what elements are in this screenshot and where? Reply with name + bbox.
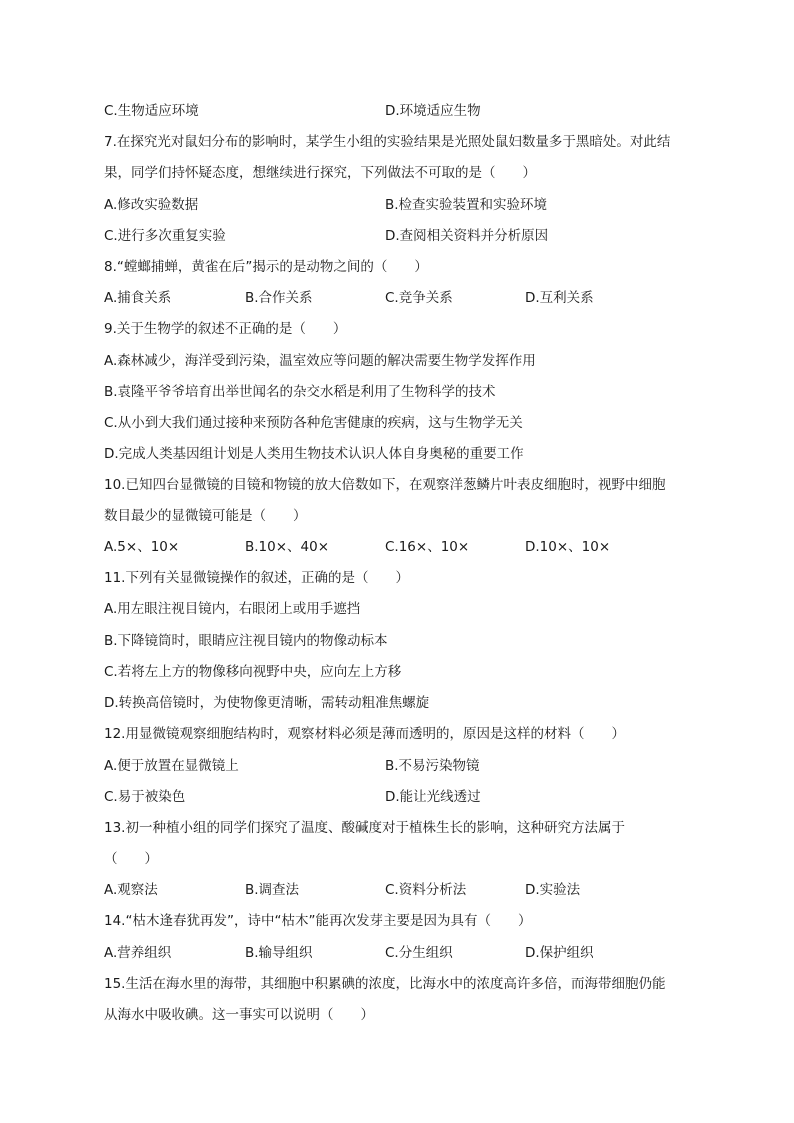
q11-option-d: D.转换高倍镜时，为使物像更清晰，需转动粗准焦螺旋 xyxy=(104,695,430,711)
q14-stem: 14.“枯木逢春犹再发”，诗中“枯木”能再次发芽主要是因为具有（ ） xyxy=(104,913,532,929)
q7-option-b: B.检查实验装置和实验环境 xyxy=(385,197,548,213)
q7-stem-line1: 7.在探究光对鼠妇分布的影响时，某学生小组的实验结果是光照处鼠妇数量多于黑暗处。对此结 xyxy=(104,134,671,150)
q12-option-b: B.不易污染物镜 xyxy=(385,758,480,774)
q10-stem-line2: 数目最少的显微镜可能是（ ） xyxy=(104,508,307,524)
q13-option-d: D.实验法 xyxy=(525,882,581,898)
q10-option-a: A.5×、10× xyxy=(104,539,180,555)
q10-option-c: C.16×、10× xyxy=(385,539,470,555)
q9-option-d: D.完成人类基因组计划是人类用生物技术认识人体自身奥秘的重要工作 xyxy=(104,446,524,462)
q12-option-c: C.易于被染色 xyxy=(104,789,186,805)
q7-option-d: D.查阅相关资料并分析原因 xyxy=(385,228,549,244)
q9-option-c: C.从小到大我们通过接种来预防各种危害健康的疾病，这与生物学无关 xyxy=(104,415,523,431)
q10-option-d: D.10×、10× xyxy=(525,539,611,555)
q8-option-b: B.合作关系 xyxy=(245,290,313,306)
q6-option-d: D.环境适应生物 xyxy=(385,103,481,119)
q7-option-c: C.进行多次重复实验 xyxy=(104,228,226,244)
q12-option-a: A.便于放置在显微镜上 xyxy=(104,758,239,774)
q14-option-b: B.输导组织 xyxy=(245,945,313,961)
q12-stem: 12.用显微镜观察细胞结构时，观察材料必须是薄而透明的，原因是这样的材料（ ） xyxy=(104,726,625,742)
q13-option-a: A.观察法 xyxy=(104,882,158,898)
q8-option-c: C.竞争关系 xyxy=(385,290,453,306)
q11-option-c: C.若将左上方的物像移向视野中央，应向左上方移 xyxy=(104,664,402,680)
q15-stem-line2: 从海水中吸收碘。这一事实可以说明（ ） xyxy=(104,1007,374,1023)
q9-stem: 9.关于生物学的叙述不正确的是（ ） xyxy=(104,321,347,337)
q7-stem-line2: 果，同学们持怀疑态度，想继续进行探究，下列做法不可取的是（ ） xyxy=(104,165,536,181)
q13-option-c: C.资料分析法 xyxy=(385,882,467,898)
q13-stem-line2: （ ） xyxy=(104,851,158,867)
q15-stem-line1: 15.生活在海水里的海带，其细胞中积累碘的浓度，比海水中的浓度高许多倍，而海带细胞仍能 xyxy=(104,976,666,992)
q11-option-b: B.下降镜筒时，眼睛应注视目镜内的物像动标本 xyxy=(104,633,388,649)
q9-option-b: B.袁隆平爷爷培育出举世闻名的杂交水稻是利用了生物科学的技术 xyxy=(104,384,496,400)
q7-option-a: A.修改实验数据 xyxy=(104,197,199,213)
q8-stem: 8.“螳螂捕蝉，黄雀在后”揭示的是动物之间的（ ） xyxy=(104,259,428,275)
q13-option-b: B.调查法 xyxy=(245,882,300,898)
q12-option-d: D.能让光线透过 xyxy=(385,789,481,805)
q8-option-a: A.捕食关系 xyxy=(104,290,172,306)
q13-stem-line1: 13.初一种植小组的同学们探究了温度、酸碱度对于植株生长的影响，这种研究方法属于 xyxy=(104,820,625,836)
q6-option-c: C.生物适应环境 xyxy=(104,103,199,119)
q14-option-a: A.营养组织 xyxy=(104,945,172,961)
q14-option-d: D.保护组织 xyxy=(525,945,594,961)
q11-option-a: A.用左眼注视目镜内，右眼闭上或用手遮挡 xyxy=(104,601,361,617)
q10-stem-line1: 10.已知四台显微镜的目镜和物镜的放大倍数如下，在观察洋葱鳞片叶表皮细胞时，视野中细胞 xyxy=(104,477,666,493)
q8-option-d: D.互利关系 xyxy=(525,290,594,306)
q11-stem: 11.下列有关显微镜操作的叙述，正确的是（ ） xyxy=(104,570,409,586)
q10-option-b: B.10×、40× xyxy=(245,539,330,555)
q14-option-c: C.分生组织 xyxy=(385,945,453,961)
q9-option-a: A.森林减少，海洋受到污染，温室效应等问题的解决需要生物学发挥作用 xyxy=(104,353,536,369)
